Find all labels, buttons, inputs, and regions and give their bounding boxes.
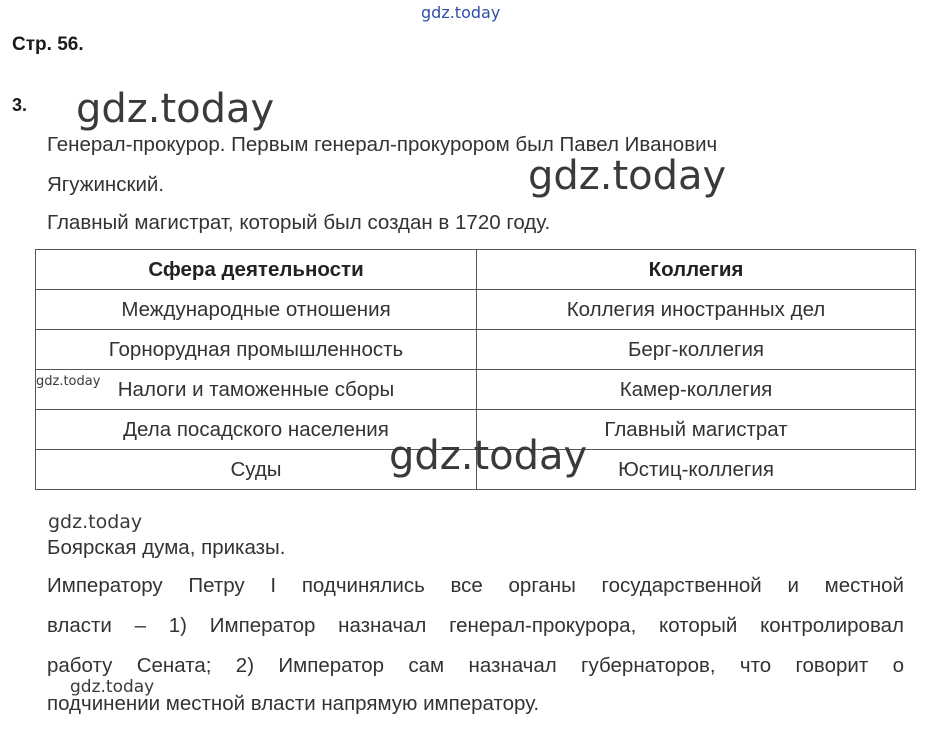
watermark-small-3: gdz.today	[70, 677, 155, 697]
conclusion-line-2: власти – 1) Император назначал генерал-прокурора, который контролировал	[47, 614, 904, 637]
table-cell-sphere: Суды	[36, 450, 477, 490]
intro-line-2: Ягужинский.	[47, 173, 165, 196]
table-row	[36, 290, 916, 330]
table-header-row	[36, 250, 916, 290]
watermark-large-3: gdz.today	[389, 433, 588, 479]
watermark-large-1: gdz.today	[76, 86, 275, 132]
watermark-small-1: gdz.today	[36, 374, 101, 389]
header-collegium: Коллегия	[477, 250, 916, 290]
intro-line-1: Генерал-прокурор. Первым генерал-прокурором был Павел Иванович	[47, 133, 718, 156]
table-cell-collegium: Берг-коллегия	[477, 330, 916, 370]
watermark-small-2: gdz.today	[48, 511, 143, 533]
conclusion-line-1: Императору Петру I подчинялись все органы государственной и местной	[47, 574, 904, 597]
conclusion-line-4: подчинении местной власти напрямую императору.	[47, 692, 540, 715]
intro-line-3: Главный магистрат, который был создан в 1720 году.	[47, 211, 551, 234]
watermark-large-2: gdz.today	[528, 153, 727, 199]
after-table-text: Боярская дума, приказы.	[47, 536, 286, 559]
table-cell-collegium: Камер-коллегия	[477, 370, 916, 410]
page-number: Стр. 56.	[12, 34, 84, 55]
table-cell-collegium: Юстиц-коллегия	[477, 450, 916, 490]
task-number: 3.	[12, 95, 28, 115]
header-sphere: Сфера деятельности	[36, 250, 477, 290]
table-cell-sphere: Горнорудная промышленность	[36, 330, 477, 370]
table-row	[36, 330, 916, 370]
table-cell-sphere: Международные отношения	[36, 290, 477, 330]
conclusion-line-3: работу Сената; 2) Император сам назначал губернаторов, что говорит о	[47, 654, 904, 677]
table-cell-collegium: Главный магистрат	[477, 410, 916, 450]
table-cell-sphere: Налоги и таможенные сборы	[36, 370, 477, 410]
table-row	[36, 370, 916, 410]
table-cell-collegium: Коллегия иностранных дел	[477, 290, 916, 330]
table-cell-sphere: Дела посадского населения	[36, 410, 477, 450]
watermark-top: gdz.today	[421, 3, 501, 22]
